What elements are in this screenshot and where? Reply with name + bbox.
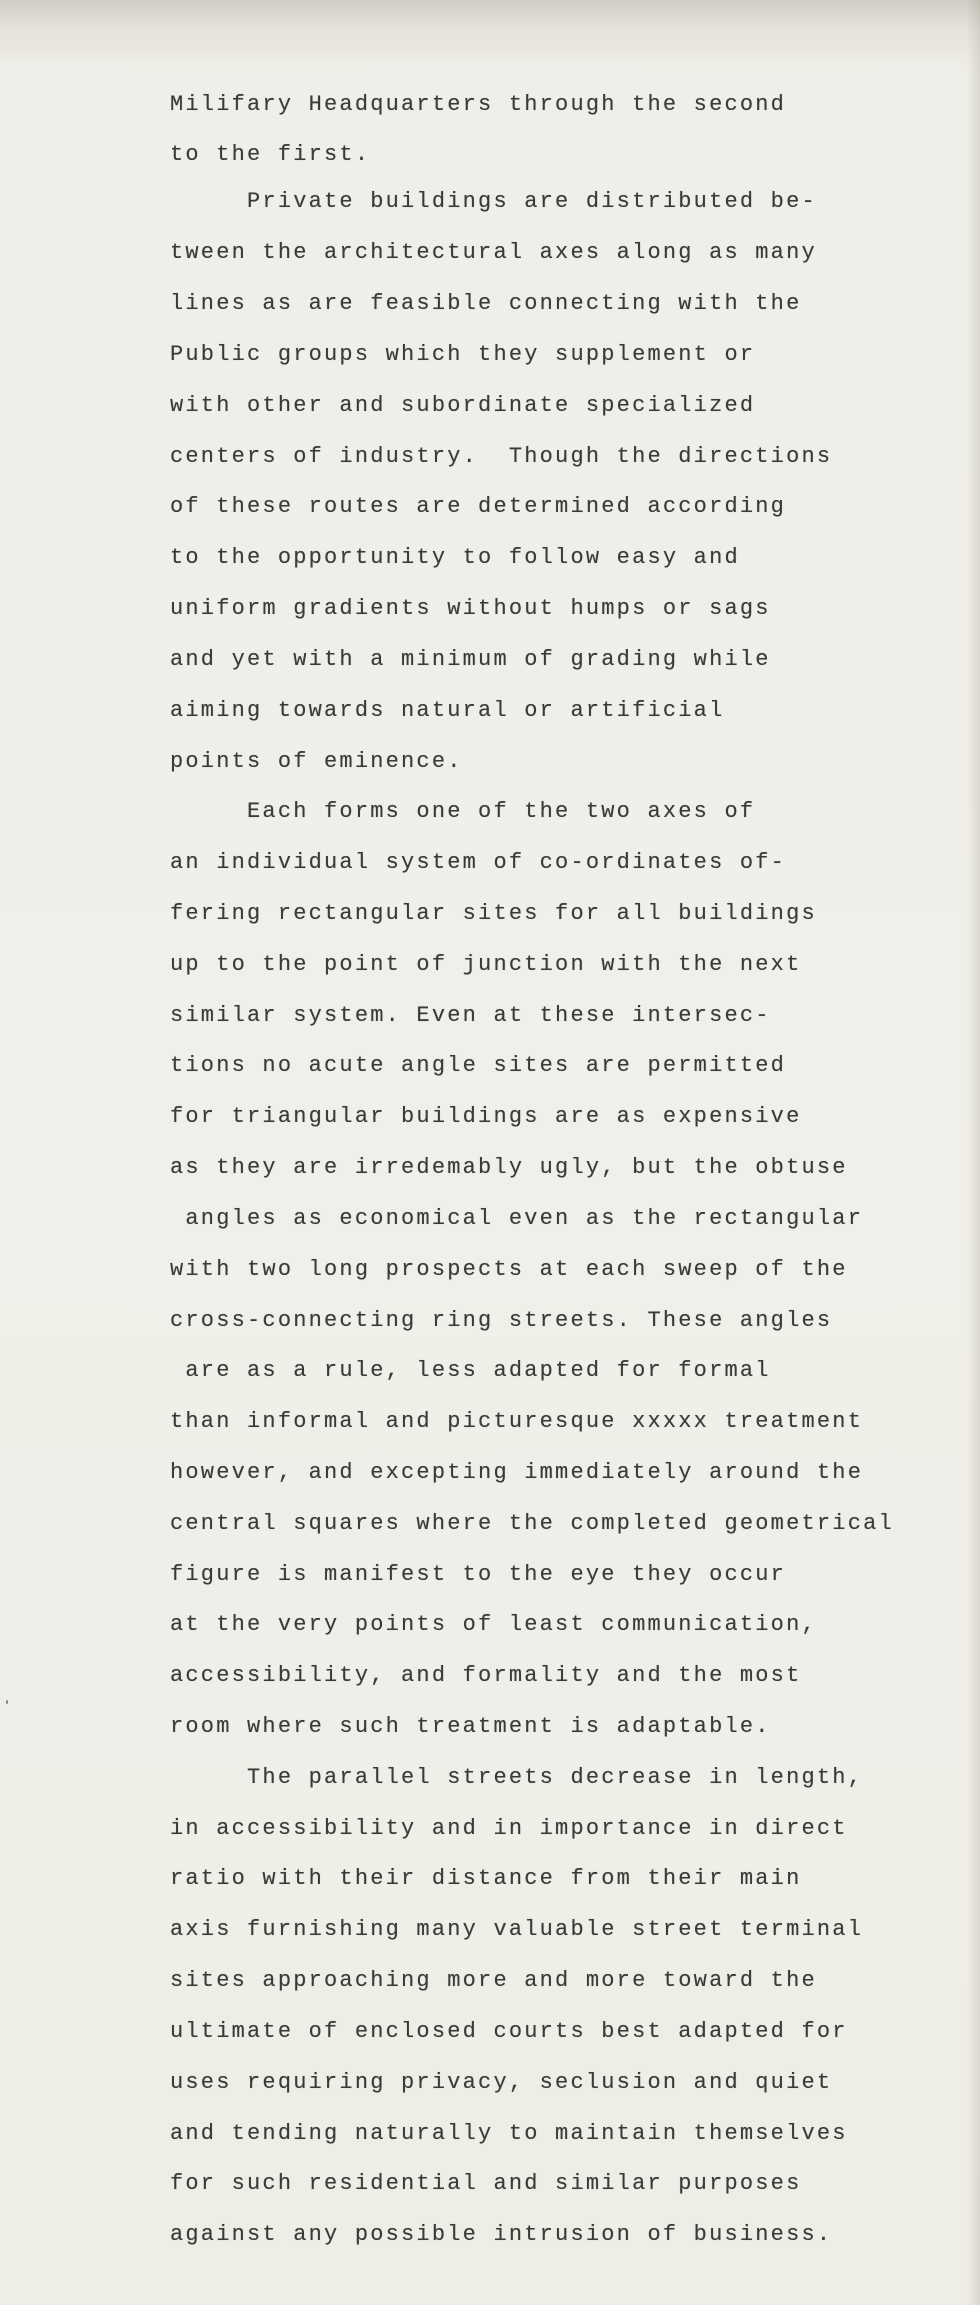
text-line: as they are irredemably ugly, but the obtuse: [170, 1155, 848, 1180]
text-line: tions no acute angle sites are permitted: [170, 1053, 787, 1078]
text-line: Private buildings are distributed be-: [170, 189, 817, 214]
text-line: figure is manifest to the eye they occur: [170, 1562, 787, 1587]
text-line: to the opportunity to follow easy and: [170, 545, 740, 570]
text-line: of these routes are determined according: [170, 494, 787, 519]
text-line: lines as are feasible connecting with the: [170, 291, 802, 316]
text-line: uses requiring privacy, seclusion and quiet: [170, 2070, 833, 2095]
text-line: tween the architectural axes along as many: [170, 240, 817, 265]
text-line: an individual system of co-ordinates of-: [170, 850, 787, 875]
text-line: cross-connecting ring streets. These angles: [170, 1308, 833, 1333]
text-line: with other and subordinate specialized: [170, 393, 756, 418]
text-line: with two long prospects at each sweep of the: [170, 1257, 848, 1282]
text-line: sites approaching more and more toward the: [170, 1968, 817, 1993]
text-line: uniform gradients without humps or sags: [170, 596, 771, 621]
text-line: centers of industry. Though the directions: [170, 444, 833, 469]
text-line: ultimate of enclosed courts best adapted for: [170, 2019, 848, 2044]
text-line: are as a rule, less adapted for formal: [170, 1358, 771, 1383]
text-line: however, and excepting immediately around the: [170, 1460, 864, 1485]
text-line: accessibility, and formality and the most: [170, 1663, 802, 1688]
text-line: similar system. Even at these intersec-: [170, 1003, 771, 1028]
text-line: and tending naturally to maintain themselves: [170, 2121, 848, 2146]
text-line: axis furnishing many valuable street terminal: [170, 1917, 864, 1942]
text-line: up to the point of junction with the next: [170, 952, 802, 977]
text-line: points of eminence.: [170, 749, 463, 774]
text-line: at the very points of least communication,: [170, 1612, 817, 1637]
text-line: central squares where the completed geometrical: [170, 1511, 894, 1536]
text-line: room where such treatment is adaptable.: [170, 1714, 771, 1739]
text-line: for triangular buildings are as expensive: [170, 1104, 802, 1129]
text-line: and yet with a minimum of grading while: [170, 647, 771, 672]
text-line: against any possible intrusion of business.: [170, 2222, 833, 2247]
text-line: for such residential and similar purposes: [170, 2171, 802, 2196]
text-line: Each forms one of the two axes of: [170, 799, 756, 824]
text-line: aiming towards natural or artificial: [170, 698, 725, 723]
text-line: than informal and picturesque xxxxx treatment: [170, 1409, 864, 1434]
text-line: Milifary Headquarters through the second: [170, 92, 787, 117]
text-line: The parallel streets decrease in length,: [170, 1765, 864, 1790]
text-line: in accessibility and in importance in direct: [170, 1816, 848, 1841]
text-line: fering rectangular sites for all buildings: [170, 901, 817, 926]
text-line: to the first.: [170, 142, 371, 167]
text-line: Public groups which they supplement or: [170, 342, 756, 367]
text-line: angles as economical even as the rectangular: [170, 1206, 864, 1231]
text-line: ratio with their distance from their main: [170, 1866, 802, 1891]
